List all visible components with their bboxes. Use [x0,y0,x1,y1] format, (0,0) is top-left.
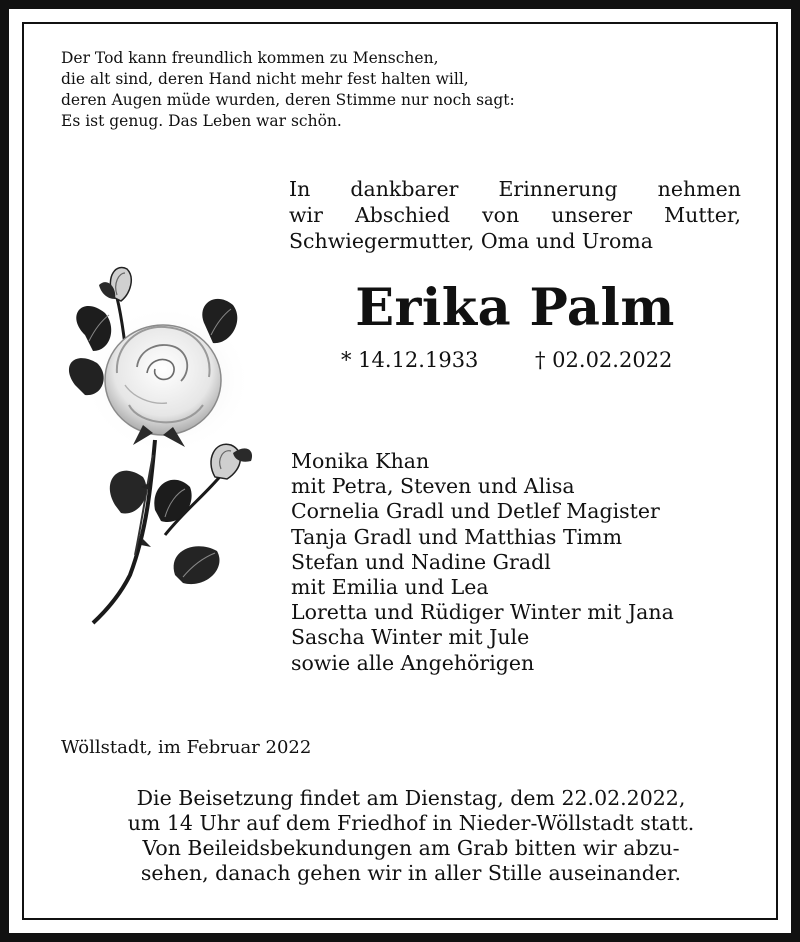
notice-line: Von Beileidsbekundungen am Grab bitten wir abzu- [142,836,680,860]
notice-line: sehen, danach gehen wir in aller Stille auseinander. [140,861,682,885]
funeral-notice [61,786,761,886]
poem-line: Der Tod kann freundlich kommen zu Menschen, [61,49,439,67]
notice-line: um 14 Uhr auf dem Friedhof in Nieder-Wöllstadt statt. [127,811,695,835]
poem [61,48,701,132]
mourners-list [291,449,751,676]
mourner-line: Stefan und Nadine Gradl [291,549,551,574]
death-date: † 02.02.2022 [535,348,673,372]
mourner-line: Cornelia Gradl und Detlef Magister [291,499,660,524]
mourner-line: Sascha Winter mit Jule [291,625,530,650]
place-date: Wöllstadt, im Februar 2022 [61,737,312,758]
deceased-name: Erika Palm [355,278,675,338]
poem-line: deren Augen müde wurden, deren Stimme nur noch sagt: [61,91,515,109]
birth-date: * 14.12.1933 [341,348,479,372]
intro-line: In dankbarer Erinnerung nehmen [289,177,741,201]
rose-icon [55,255,270,630]
intro-line: Schwiegermutter, Oma und Uroma [289,229,653,253]
mourner-line: sowie alle Angehörigen [291,650,535,675]
mourner-line: mit Petra, Steven und Alisa [291,474,575,499]
notice-line: Die Beisetzung findet am Dienstag, dem 22.02.2022, [136,786,686,810]
mourner-line: mit Emilia und Lea [291,575,489,600]
mourner-line: Tanja Gradl und Matthias Timm [291,524,623,549]
intro-text [289,176,741,254]
mourner-line: Loretta und Rüdiger Winter mit Jana [291,600,674,625]
poem-line: Es ist genug. Das Leben war schön. [61,112,342,130]
intro-line: wir Abschied von unserer Mutter, [289,203,741,227]
poem-line: die alt sind, deren Hand nicht mehr fest halten will, [61,70,469,88]
mourner-line: Monika Khan [291,449,430,473]
